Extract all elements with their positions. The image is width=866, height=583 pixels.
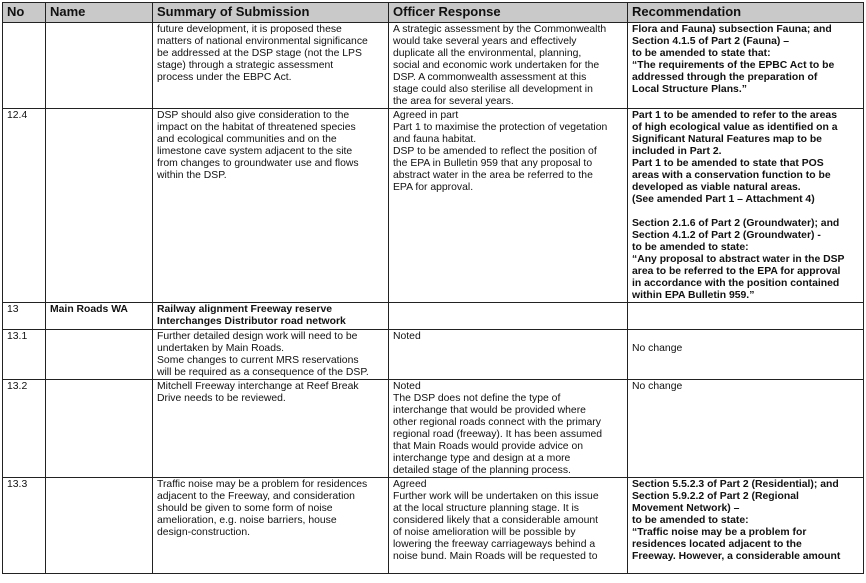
cell-name: Main Roads WA <box>46 303 153 330</box>
header-summary: Summary of Submission <box>153 3 389 23</box>
cell-text-line: EPA for approval. <box>393 182 474 193</box>
cell-officer-response <box>389 23 628 109</box>
header-officer-response: Officer Response <box>389 3 628 23</box>
cell-text-line: Part 1 to maximise the protection of vegetation <box>393 122 608 133</box>
cell-text-line: Noted <box>393 331 421 342</box>
cell-text-line: within EPA Bulletin 959.” <box>632 290 755 301</box>
cell-text-line: in accordance with the position contained <box>632 278 840 289</box>
cell-recommendation <box>628 330 864 380</box>
cell-text-line: residences located adjacent to the <box>632 539 802 550</box>
cell-text-line: of high ecological value as identified on a <box>632 122 838 133</box>
cell-text-line: Mitchell Freeway interchange at Reef Break <box>157 381 359 392</box>
cell-text-line: “The requirements of the EPBC Act to be <box>632 60 835 71</box>
cell-text-line: will be required as a consequence of the DSP. <box>157 367 369 378</box>
cell-no: 13 <box>3 303 46 330</box>
cell-text-line: Further work will be undertaken on this issue <box>393 491 599 502</box>
cell-text-line: included in Part 2. <box>632 146 722 157</box>
cell-text-line: Noted <box>393 381 421 392</box>
cell-text-line: undertaken by Main Roads. <box>157 343 285 354</box>
cell-text-line: developed as viable natural areas. <box>632 182 801 193</box>
cell-text-line: to be amended to state: <box>632 242 749 253</box>
cell-text-line: Section 2.1.6 of Part 2 (Groundwater); and <box>632 218 840 229</box>
header-name: Name <box>46 3 153 23</box>
cell-text-line: other regional roads connect with the primary <box>393 417 601 428</box>
cell-summary <box>153 478 389 574</box>
cell-text-line: area to be referred to the EPA for approval <box>632 266 841 277</box>
cell-text-line: DSP should also give consideration to the <box>157 110 350 121</box>
cell-name <box>46 330 153 380</box>
cell-text-line: detailed stage of the planning process. <box>393 465 571 476</box>
cell-recommendation <box>628 380 864 478</box>
cell-text-line: “Any proposal to abstract water in the DSP <box>632 254 845 265</box>
cell-text-line: No change <box>632 343 683 354</box>
cell-recommendation <box>628 109 864 303</box>
cell-officer-response <box>389 109 628 303</box>
cell-text-line: the area for several years. <box>393 96 514 107</box>
cell-text-line: Section 4.1.5 of Part 2 (Fauna) – <box>632 36 790 47</box>
table-row <box>3 109 864 303</box>
cell-text-line: Local Structure Plans.” <box>632 84 747 95</box>
cell-text-line: Section 5.5.2.3 of Part 2 (Residential); and <box>632 479 839 490</box>
cell-summary <box>153 330 389 380</box>
cell-text-line: interchange that would be provided where <box>393 405 586 416</box>
cell-summary <box>153 303 389 330</box>
cell-text-line: impact on the habitat of threatened species <box>157 122 356 133</box>
cell-text-line: at the local structure planning stage. It is <box>393 503 579 514</box>
cell-text-line: design-construction. <box>157 527 250 538</box>
table-row <box>3 330 864 380</box>
cell-text-line: lowering the freeway carriageways behind a <box>393 539 596 550</box>
cell-text-line: (See amended Part 1 – Attachment 4) <box>632 194 815 205</box>
cell-text-line: Freeway. However, a considerable amount <box>632 551 841 562</box>
cell-name <box>46 478 153 574</box>
cell-officer-response <box>389 478 628 574</box>
cell-text-line: and fauna habitat. <box>393 134 477 145</box>
cell-text-line: of noise amelioration will be possible by <box>393 527 576 538</box>
cell-text-line: Movement Network) – <box>632 503 740 514</box>
cell-text-line <box>632 206 860 218</box>
cell-officer-response <box>389 303 628 330</box>
cell-text-line: areas with a conservation function to be <box>632 170 831 181</box>
cell-no: 13.1 <box>3 330 46 380</box>
cell-text-line: to be amended to state: <box>632 515 749 526</box>
cell-text-line: Significant Natural Features map to be <box>632 134 822 145</box>
table-row <box>3 303 864 330</box>
submissions-table <box>2 2 864 574</box>
cell-text-line: Agreed in part <box>393 110 459 121</box>
cell-text-line: DSP to be amended to reflect the position of <box>393 146 597 157</box>
cell-text-line: The DSP does not define the type of <box>393 393 561 404</box>
cell-recommendation <box>628 303 864 330</box>
cell-text-line: that Main Roads would provide advice on <box>393 441 584 452</box>
cell-text-line: No change <box>632 381 683 392</box>
cell-name <box>46 109 153 303</box>
cell-text-line: stage could also sterilise all development in <box>393 84 593 95</box>
cell-text-line: Flora and Fauna) subsection Fauna; and <box>632 24 832 35</box>
table-row <box>3 23 864 109</box>
cell-text-line: A strategic assessment by the Commonwealth <box>393 24 607 35</box>
cell-name <box>46 380 153 478</box>
cell-text-line: would take several years and effectively <box>393 36 577 47</box>
cell-text-line: matters of national environmental significance <box>157 36 368 47</box>
cell-text-line: noise bund. Main Roads will be requested to <box>393 551 598 562</box>
cell-text-line: to be amended to state that: <box>632 48 771 59</box>
cell-text-line: considered likely that a considerable amount <box>393 515 599 526</box>
cell-recommendation <box>628 478 864 574</box>
header-no: No <box>3 3 46 23</box>
cell-text-line: addressed through the preparation of <box>632 72 818 83</box>
cell-summary <box>153 109 389 303</box>
cell-text-line: Further detailed design work will need to be <box>157 331 358 342</box>
cell-recommendation <box>628 23 864 109</box>
cell-text-line: and ecological communities and on the <box>157 134 337 145</box>
cell-officer-response <box>389 330 628 380</box>
cell-text-line: amelioration, e.g. noise barriers, house <box>157 515 337 526</box>
cell-no <box>3 23 46 109</box>
cell-text-line: duplicate all the environmental, planning, <box>393 48 582 59</box>
cell-text-line: interchange type and design at a more <box>393 453 571 464</box>
cell-text-line: from changes to groundwater use and flows <box>157 158 359 169</box>
cell-officer-response <box>389 380 628 478</box>
cell-text-line: social and economic work undertaken for the <box>393 60 600 71</box>
cell-text-line <box>632 331 860 343</box>
cell-summary <box>153 380 389 478</box>
cell-text-line: Agreed <box>393 479 427 490</box>
cell-text-line: Railway alignment Freeway reserve <box>157 304 332 315</box>
table-header-row <box>3 3 864 23</box>
cell-text-line: Drive needs to be reviewed. <box>157 393 286 404</box>
cell-text-line: limestone cave system adjacent to the site <box>157 146 353 157</box>
cell-text-line: Part 1 to be amended to state that POS <box>632 158 824 169</box>
cell-text-line: adjacent to the Freeway, and consideration <box>157 491 355 502</box>
cell-no: 12.4 <box>3 109 46 303</box>
cell-text-line: the EPA in Bulletin 959 that any proposal to <box>393 158 593 169</box>
cell-no: 13.2 <box>3 380 46 478</box>
cell-text-line: should be given to some form of noise <box>157 503 333 514</box>
header-recommendation: Recommendation <box>628 3 864 23</box>
cell-no: 13.3 <box>3 478 46 574</box>
cell-text-line: stage) through a strategic assessment <box>157 60 334 71</box>
cell-text-line: Interchanges Distributor road network <box>157 316 346 327</box>
cell-text-line: DSP. A commonwealth assessment at this <box>393 72 587 83</box>
cell-summary <box>153 23 389 109</box>
table-row <box>3 380 864 478</box>
cell-text-line: abstract water in the area be referred to the <box>393 170 593 181</box>
cell-text-line: within the DSP. <box>157 170 227 181</box>
cell-text-line: Part 1 to be amended to refer to the areas <box>632 110 837 121</box>
cell-name <box>46 23 153 109</box>
cell-text-line: Traffic noise may be a problem for residences <box>157 479 368 490</box>
cell-text-line: Section 4.1.2 of Part 2 (Groundwater) - <box>632 230 821 241</box>
table-row <box>3 478 864 574</box>
cell-text-line: future development, it is proposed these <box>157 24 342 35</box>
cell-text-line: be addressed at the DSP stage (not the LPS <box>157 48 362 59</box>
cell-text-line: Some changes to current MRS reservations <box>157 355 359 366</box>
cell-text-line: regional road (freeway). It has been assumed <box>393 429 603 440</box>
cell-text-line: “Traffic noise may be a problem for <box>632 527 807 538</box>
cell-text-line: Section 5.9.2.2 of Part 2 (Regional <box>632 491 799 502</box>
cell-text-line: process under the EBPC Act. <box>157 72 292 83</box>
